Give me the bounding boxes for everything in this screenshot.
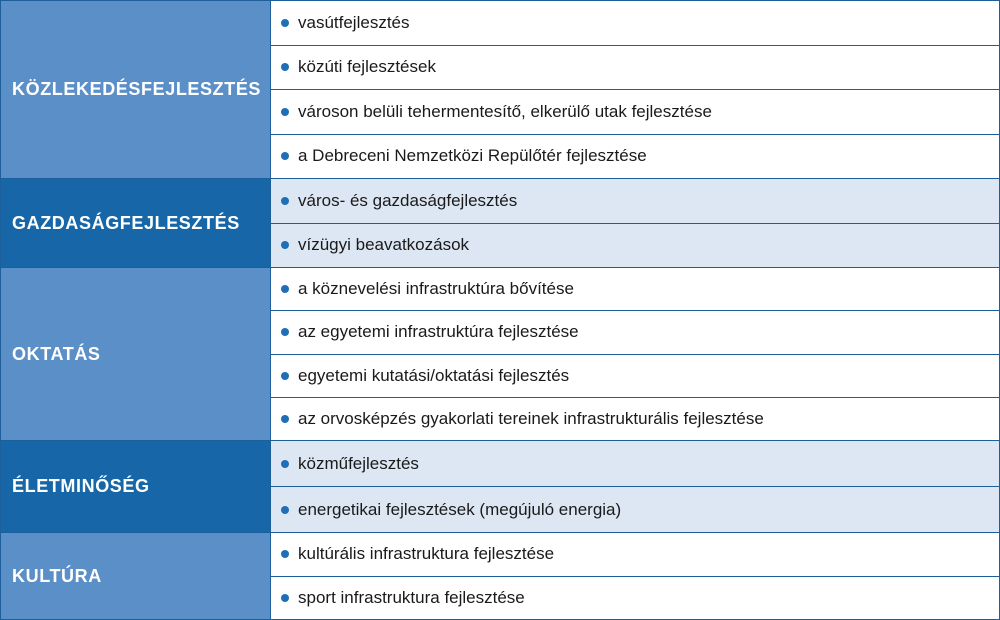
table-group — [1, 179, 999, 268]
item-list — [271, 533, 999, 619]
bullet-icon — [281, 506, 289, 514]
list-item — [271, 179, 999, 224]
bullet-icon — [281, 372, 289, 380]
list-item-text: az egyetemi infrastruktúra fejlesztése — [298, 322, 579, 342]
table-group — [1, 268, 999, 441]
list-item — [271, 577, 999, 620]
table-group — [1, 1, 999, 179]
item-list — [271, 179, 999, 267]
bullet-icon — [281, 108, 289, 116]
bullet-icon — [281, 285, 289, 293]
list-item — [271, 311, 999, 354]
bullet-icon — [281, 594, 289, 602]
list-item — [271, 1, 999, 46]
category-cell: GAZDASÁGFEJLESZTÉS — [1, 179, 271, 267]
list-item-text: vízügyi beavatkozások — [298, 235, 470, 255]
item-list — [271, 1, 999, 178]
list-item — [271, 224, 999, 268]
bullet-icon — [281, 415, 289, 423]
bullet-icon — [281, 550, 289, 558]
category-cell: KÖZLEKEDÉSFEJLESZTÉS — [1, 1, 271, 178]
table-group — [1, 533, 999, 619]
item-list — [271, 268, 999, 440]
category-cell: KULTÚRA — [1, 533, 271, 619]
bullet-icon — [281, 152, 289, 160]
list-item — [271, 135, 999, 179]
bullet-icon — [281, 63, 289, 71]
list-item — [271, 398, 999, 440]
list-item — [271, 355, 999, 398]
list-item — [271, 46, 999, 91]
bullet-icon — [281, 460, 289, 468]
list-item-text: a Debreceni Nemzetközi Repülőtér fejlesztése — [298, 146, 647, 166]
bullet-icon — [281, 241, 289, 249]
list-item-text: városon belüli tehermentesítő, elkerülő utak fejlesztése — [298, 101, 712, 121]
category-cell: OKTATÁS — [1, 268, 271, 440]
list-item-text: kultúrális infrastruktura fejlesztése — [298, 544, 555, 564]
list-item-text: egyetemi kutatási/oktatási fejlesztés — [298, 365, 570, 385]
list-item — [271, 487, 999, 532]
bullet-icon — [281, 328, 289, 336]
list-item-text: energetikai fejlesztések (megújuló energia) — [298, 499, 622, 519]
list-item — [271, 268, 999, 311]
list-item — [271, 441, 999, 487]
list-item-text: a köznevelési infrastruktúra bővítése — [298, 279, 574, 299]
list-item-text: vasútfejlesztés — [298, 12, 410, 32]
bullet-icon — [281, 197, 289, 205]
list-item-text: sport infrastruktura fejlesztése — [298, 587, 525, 607]
item-list — [271, 441, 999, 532]
list-item — [271, 533, 999, 577]
bullet-icon — [281, 19, 289, 27]
table-group — [1, 441, 999, 533]
list-item-text: város- és gazdaságfejlesztés — [298, 190, 518, 210]
list-item-text: közműfejlesztés — [298, 453, 419, 473]
category-cell: ÉLETMINŐSÉG — [1, 441, 271, 532]
list-item-text: közúti fejlesztések — [298, 57, 436, 77]
list-item-text: az orvosképzés gyakorlati tereinek infrastrukturális fejlesztése — [298, 408, 764, 428]
list-item — [271, 90, 999, 135]
